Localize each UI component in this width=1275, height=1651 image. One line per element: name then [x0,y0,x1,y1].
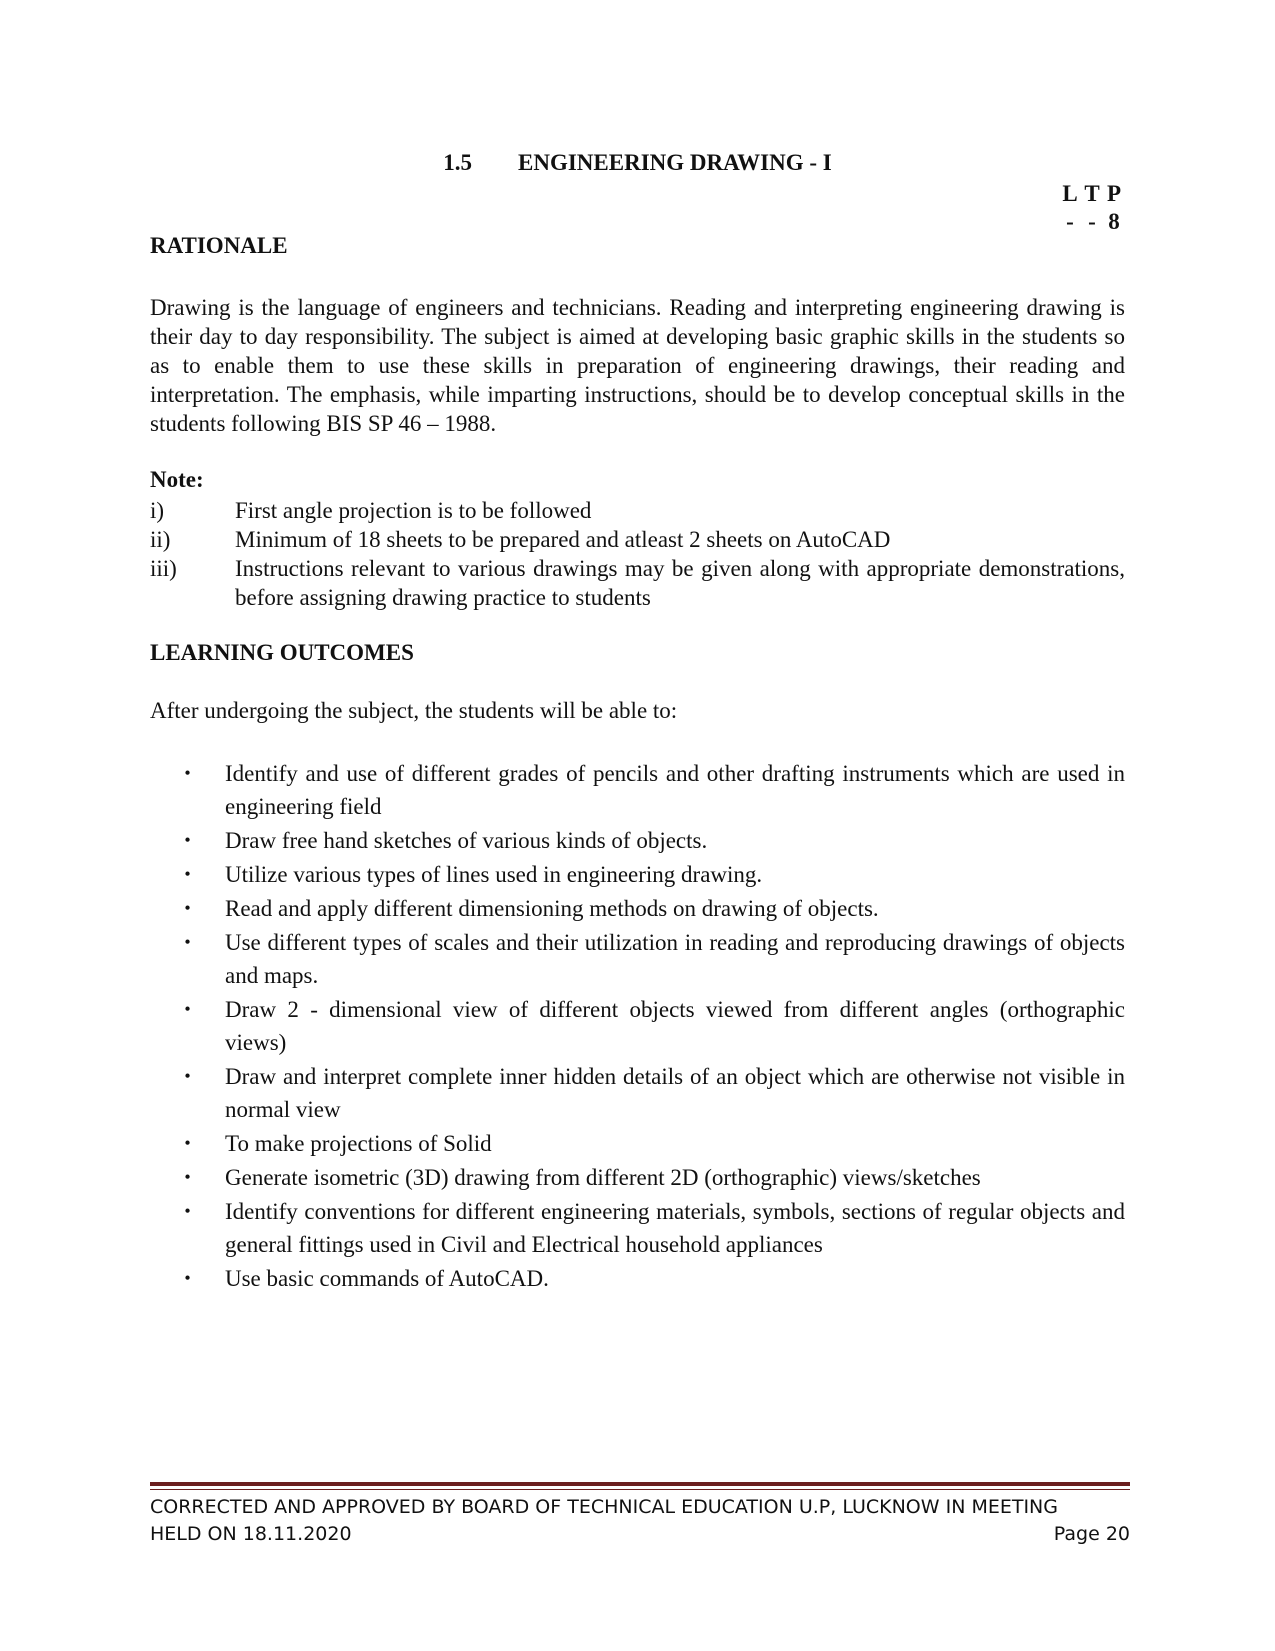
rationale-paragraph: Drawing is the language of engineers and technicians. Reading and interpreting engineering drawing is their day to day responsibility. The subject is aimed at developing basic graphic skills in the students so as to enable them to use these skills in preparation of engineering drawings, their reading and interpretation. The emphasis, while imparting instructions, should be to develop conceptual skills in the students following BIS SP 46 – 1988. [150,295,1125,436]
page-footer [150,1494,1130,1548]
list-item-text: To make projections of Solid [225,1131,492,1156]
bullet-icon: • [184,864,191,884]
note-marker: iii) [150,556,177,581]
learning-outcomes-list [150,757,1125,1296]
list-item [150,1161,1125,1194]
bullet-icon: • [184,1268,191,1288]
ltp-value-t: - [1088,209,1096,234]
list-item-text: Identify conventions for different engineering materials, symbols, sections of regular objects and general fittings used in Civil and Electrical household appliances [225,1199,1125,1257]
note-text: Instructions relevant to various drawings may be given along with appropriate demonstrations, before assigning drawing practice to students [235,556,1125,610]
bullet-icon: • [184,830,191,850]
note-list [150,496,1125,612]
list-item [150,926,1125,992]
list-item [150,892,1125,925]
list-item-text: Draw free hand sketches of various kinds of objects. [225,828,708,853]
list-item-text: Utilize various types of lines used in engineering drawing. [225,862,763,887]
learning-outcomes-heading: LEARNING OUTCOMES [150,640,414,665]
list-item [150,1127,1125,1160]
footer-line-1: CORRECTED AND APPROVED BY BOARD OF TECHNICAL EDUCATION U.P, LUCKNOW IN MEETING [150,1496,1058,1518]
note-item [150,496,1125,525]
bullet-icon: • [184,763,191,783]
rationale-heading: RATIONALE [150,233,288,258]
list-item [150,1195,1125,1261]
list-item [150,1060,1125,1126]
bullet-icon: • [184,1201,191,1221]
ltp-labels-row [1059,180,1125,208]
bullet-icon: • [184,1167,191,1187]
list-item-text: Draw 2 - dimensional view of different objects viewed from different angles (orthographic views) [225,997,1125,1055]
ltp-value-p: 8 [1108,209,1120,234]
ltp-label-t: T [1084,181,1100,206]
list-item-text: Use different types of scales and their utilization in reading and reproducing drawings of objects and maps. [225,930,1125,988]
bullet-icon: • [184,999,191,1019]
note-item [150,525,1125,554]
section-title-text: ENGINEERING DRAWING - I [518,150,832,175]
list-item-text: Identify and use of different grades of pencils and other drafting instruments which are used in engineering field [225,761,1125,819]
note-marker: ii) [150,527,171,552]
list-item-text: Use basic commands of AutoCAD. [225,1266,549,1291]
list-item [150,858,1125,891]
note-text: Minimum of 18 sheets to be prepared and atleast 2 sheets on AutoCAD [235,527,891,552]
bullet-icon: • [184,898,191,918]
section-number: 1.5 [443,150,472,175]
ltp-values-row [1059,208,1125,236]
footer-divider [150,1482,1130,1486]
note-text: First angle projection is to be followed [235,498,592,523]
footer-line-2: HELD ON 18.11.2020 [150,1523,352,1545]
bullet-icon: • [184,1133,191,1153]
list-item [150,1262,1125,1295]
note-marker: i) [150,498,165,523]
page-number: Page 20 [1053,1523,1130,1545]
list-item-text: Generate isometric (3D) drawing from different 2D (orthographic) views/sketches [225,1165,981,1190]
document-page [150,0,1130,1651]
learning-outcomes-intro: After undergoing the subject, the students will be able to: [150,698,678,723]
list-item [150,824,1125,857]
bullet-icon: • [184,932,191,952]
ltp-label-p: P [1106,181,1122,206]
section-title [150,150,1125,176]
list-item-text: Read and apply different dimensioning methods on drawing of objects. [225,896,879,921]
note-item [150,554,1125,612]
list-item [150,993,1125,1059]
note-heading: Note: [150,467,204,492]
list-item-text: Draw and interpret complete inner hidden details of an object which are otherwise not visible in normal view [225,1064,1125,1122]
ltp-label-l: L [1062,181,1078,206]
ltp-value-l: - [1066,209,1074,234]
list-item [150,757,1125,823]
footer-divider-thin [150,1489,1130,1490]
ltp-table [1059,180,1125,236]
bullet-icon: • [184,1066,191,1086]
footer-line-2-row [150,1521,1130,1548]
